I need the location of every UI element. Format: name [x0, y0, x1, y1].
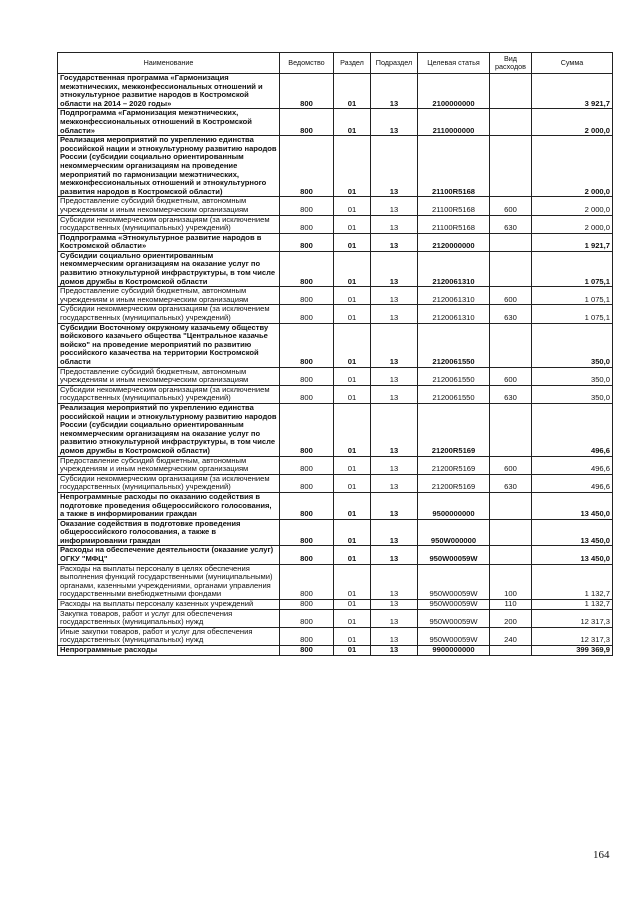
cell-name: Реализация мероприятий по укреплению единства российской нации и этнокультурному развитию народов России (субсидии социально ориентированным некоммерческим организациям на проведение мероприятий по гармонизации межэтнических, межконфессиональных отношений и этнокультурного развития народов в Костромской области) — [58, 136, 280, 197]
cell-subsection: 13 — [371, 136, 418, 197]
cell-amount: 2 000,0 — [532, 136, 613, 197]
cell-department: 800 — [280, 385, 334, 403]
cell-expense-type — [490, 136, 532, 197]
cell-section: 01 — [334, 600, 371, 610]
cell-name: Расходы на обеспечение деятельности (оказание услуг) ОГКУ "МФЦ" — [58, 546, 280, 564]
cell-subsection: 13 — [371, 385, 418, 403]
cell-subsection: 13 — [371, 546, 418, 564]
cell-department: 800 — [280, 109, 334, 136]
cell-amount: 13 450,0 — [532, 492, 613, 519]
cell-amount: 496,6 — [532, 403, 613, 456]
cell-amount: 2 000,0 — [532, 197, 613, 215]
table-row — [58, 305, 613, 323]
cell-department: 800 — [280, 136, 334, 197]
cell-expense-type: 600 — [490, 456, 532, 474]
cell-name: Непрограммные расходы — [58, 646, 280, 656]
cell-subsection: 13 — [371, 600, 418, 610]
page-number: 164 — [593, 849, 610, 861]
cell-target-article: 9900000000 — [418, 646, 490, 656]
cell-name: Субсидии Восточному окружному казачьему обществу войскового казачьего общества "Центральное казачье войско" на проведение мероприятий по развитию российского казачества на территории Костромской области — [58, 323, 280, 367]
cell-target-article: 950W000000 — [418, 519, 490, 546]
cell-amount: 12 317,3 — [532, 609, 613, 627]
cell-expense-type — [490, 251, 532, 286]
header-section: Раздел — [334, 53, 371, 74]
cell-department: 800 — [280, 74, 334, 109]
cell-amount: 1 921,7 — [532, 233, 613, 251]
table-row — [58, 197, 613, 215]
cell-department: 800 — [280, 287, 334, 305]
cell-amount: 13 450,0 — [532, 546, 613, 564]
cell-target-article: 950W00059W — [418, 600, 490, 610]
cell-section: 01 — [334, 609, 371, 627]
table-row — [58, 287, 613, 305]
cell-amount: 496,6 — [532, 456, 613, 474]
table-row — [58, 456, 613, 474]
cell-section: 01 — [334, 136, 371, 197]
cell-amount: 350,0 — [532, 385, 613, 403]
cell-amount: 1 075,1 — [532, 287, 613, 305]
cell-expense-type — [490, 403, 532, 456]
cell-section: 01 — [334, 519, 371, 546]
table-row — [58, 385, 613, 403]
cell-expense-type — [490, 519, 532, 546]
cell-expense-type — [490, 109, 532, 136]
cell-section: 01 — [334, 323, 371, 367]
cell-section: 01 — [334, 197, 371, 215]
cell-subsection: 13 — [371, 627, 418, 645]
table-row — [58, 403, 613, 456]
cell-amount: 496,6 — [532, 474, 613, 492]
cell-target-article: 2110000000 — [418, 109, 490, 136]
cell-name: Предоставление субсидий бюджетным, автономным учреждениям и иным некоммерческим организациям — [58, 367, 280, 385]
cell-name: Иные закупки товаров, работ и услуг для обеспечения государственных (муниципальных) нужд — [58, 627, 280, 645]
cell-amount: 1 075,1 — [532, 251, 613, 286]
cell-section: 01 — [334, 367, 371, 385]
cell-name: Оказание содействия в подготовке проведения общероссийского голосования, а также в информировании граждан — [58, 519, 280, 546]
cell-target-article: 2120061550 — [418, 385, 490, 403]
cell-amount: 350,0 — [532, 323, 613, 367]
cell-target-article: 2120061550 — [418, 367, 490, 385]
table-row — [58, 109, 613, 136]
cell-expense-type — [490, 233, 532, 251]
cell-section: 01 — [334, 564, 371, 599]
cell-subsection: 13 — [371, 233, 418, 251]
cell-section: 01 — [334, 305, 371, 323]
cell-department: 800 — [280, 367, 334, 385]
table-row — [58, 251, 613, 286]
cell-department: 800 — [280, 519, 334, 546]
cell-subsection: 13 — [371, 609, 418, 627]
cell-section: 01 — [334, 492, 371, 519]
cell-subsection: 13 — [371, 323, 418, 367]
cell-section: 01 — [334, 627, 371, 645]
cell-name: Предоставление субсидий бюджетным, автономным учреждениям и иным некоммерческим организациям — [58, 456, 280, 474]
cell-expense-type: 200 — [490, 609, 532, 627]
cell-department: 800 — [280, 646, 334, 656]
table-row — [58, 215, 613, 233]
cell-subsection: 13 — [371, 474, 418, 492]
cell-expense-type — [490, 492, 532, 519]
cell-target-article: 21200R5169 — [418, 456, 490, 474]
table-header-row — [58, 53, 613, 74]
cell-name: Расходы на выплаты персоналу казенных учреждений — [58, 600, 280, 610]
cell-section: 01 — [334, 456, 371, 474]
cell-subsection: 13 — [371, 403, 418, 456]
cell-department: 800 — [280, 215, 334, 233]
table-row — [58, 519, 613, 546]
table-row — [58, 627, 613, 645]
cell-department: 800 — [280, 305, 334, 323]
cell-target-article: 9500000000 — [418, 492, 490, 519]
header-expense-type: Вид расходов — [490, 53, 532, 74]
cell-expense-type: 630 — [490, 385, 532, 403]
cell-subsection: 13 — [371, 287, 418, 305]
cell-section: 01 — [334, 287, 371, 305]
cell-expense-type: 110 — [490, 600, 532, 610]
cell-target-article: 21100R5168 — [418, 215, 490, 233]
cell-subsection: 13 — [371, 74, 418, 109]
cell-target-article: 21100R5168 — [418, 197, 490, 215]
cell-name: Субсидии социально ориентированным некоммерческим организациям на оказание услуг по развитию этнокультурной инфраструктуры, в том числе домов дружбы в Костромской области — [58, 251, 280, 286]
header-name: Наименование — [58, 53, 280, 74]
header-target-article: Целевая статья — [418, 53, 490, 74]
cell-amount: 2 000,0 — [532, 215, 613, 233]
cell-amount: 1 132,7 — [532, 564, 613, 599]
table-row — [58, 646, 613, 656]
cell-target-article: 950W00059W — [418, 546, 490, 564]
cell-target-article: 21200R5169 — [418, 474, 490, 492]
cell-department: 800 — [280, 546, 334, 564]
cell-subsection: 13 — [371, 215, 418, 233]
table-row — [58, 74, 613, 109]
cell-amount: 1 132,7 — [532, 600, 613, 610]
cell-amount: 13 450,0 — [532, 519, 613, 546]
cell-expense-type — [490, 323, 532, 367]
table-row — [58, 600, 613, 610]
cell-section: 01 — [334, 251, 371, 286]
cell-target-article: 21100R5168 — [418, 136, 490, 197]
cell-target-article: 21200R5169 — [418, 403, 490, 456]
cell-department: 800 — [280, 251, 334, 286]
table-row — [58, 546, 613, 564]
cell-subsection: 13 — [371, 109, 418, 136]
cell-department: 800 — [280, 564, 334, 599]
table-row — [58, 609, 613, 627]
cell-expense-type: 630 — [490, 305, 532, 323]
cell-section: 01 — [334, 546, 371, 564]
cell-subsection: 13 — [371, 367, 418, 385]
cell-name: Субсидии некоммерческим организациям (за исключением государственных (муниципальных) учреждений) — [58, 215, 280, 233]
cell-section: 01 — [334, 646, 371, 656]
cell-target-article: 950W00059W — [418, 564, 490, 599]
cell-expense-type: 100 — [490, 564, 532, 599]
cell-section: 01 — [334, 74, 371, 109]
cell-target-article: 2120000000 — [418, 233, 490, 251]
cell-target-article: 2120061310 — [418, 305, 490, 323]
cell-expense-type: 240 — [490, 627, 532, 645]
cell-department: 800 — [280, 403, 334, 456]
cell-expense-type: 600 — [490, 197, 532, 215]
cell-section: 01 — [334, 385, 371, 403]
cell-amount: 1 075,1 — [532, 305, 613, 323]
cell-expense-type: 600 — [490, 367, 532, 385]
cell-subsection: 13 — [371, 492, 418, 519]
cell-subsection: 13 — [371, 519, 418, 546]
cell-section: 01 — [334, 403, 371, 456]
table-row — [58, 323, 613, 367]
table-row — [58, 474, 613, 492]
cell-subsection: 13 — [371, 456, 418, 474]
table-row — [58, 233, 613, 251]
cell-expense-type: 630 — [490, 474, 532, 492]
cell-section: 01 — [334, 109, 371, 136]
cell-name: Государственная программа «Гармонизация межэтнических, межконфессиональных отношений и этнокультурное развитие народов в Костромской области на 2014 – 2020 годы» — [58, 74, 280, 109]
cell-target-article: 2100000000 — [418, 74, 490, 109]
cell-amount: 399 369,9 — [532, 646, 613, 656]
cell-department: 800 — [280, 456, 334, 474]
cell-section: 01 — [334, 233, 371, 251]
cell-name: Субсидии некоммерческим организациям (за исключением государственных (муниципальных) учреждений) — [58, 385, 280, 403]
cell-expense-type — [490, 546, 532, 564]
cell-name: Непрограммные расходы по оказанию содействия в подготовке проведения общероссийского голосования, а также в информировании граждан — [58, 492, 280, 519]
table-row — [58, 564, 613, 599]
cell-subsection: 13 — [371, 564, 418, 599]
cell-target-article: 2120061550 — [418, 323, 490, 367]
table-row — [58, 492, 613, 519]
cell-department: 800 — [280, 233, 334, 251]
cell-subsection: 13 — [371, 197, 418, 215]
cell-section: 01 — [334, 474, 371, 492]
cell-name: Субсидии некоммерческим организациям (за исключением государственных (муниципальных) учреждений) — [58, 305, 280, 323]
cell-expense-type: 630 — [490, 215, 532, 233]
cell-name: Предоставление субсидий бюджетным, автономным учреждениям и иным некоммерческим организациям — [58, 287, 280, 305]
cell-name: Реализация мероприятий по укреплению единства российской нации и этнокультурному развитию народов России (субсидии социально ориентированным некоммерческим организациям на оказание услуг по развитию этнокультурной инфраструктуры, в том числе домов дружбы в Костромской области) — [58, 403, 280, 456]
cell-expense-type: 600 — [490, 287, 532, 305]
cell-department: 800 — [280, 609, 334, 627]
budget-table — [57, 52, 613, 656]
cell-name: Расходы на выплаты персоналу в целях обеспечения выполнения функций государственными (муниципальными) органами, казенными учреждениями, органами управления государственными внебюджетными фондами — [58, 564, 280, 599]
cell-amount: 12 317,3 — [532, 627, 613, 645]
cell-target-article: 950W00059W — [418, 627, 490, 645]
cell-name: Предоставление субсидий бюджетным, автономным учреждениям и иным некоммерческим организациям — [58, 197, 280, 215]
cell-subsection: 13 — [371, 305, 418, 323]
cell-department: 800 — [280, 197, 334, 215]
cell-amount: 2 000,0 — [532, 109, 613, 136]
table-row — [58, 136, 613, 197]
cell-target-article: 950W00059W — [418, 609, 490, 627]
cell-department: 800 — [280, 474, 334, 492]
cell-department: 800 — [280, 323, 334, 367]
cell-department: 800 — [280, 492, 334, 519]
cell-expense-type — [490, 74, 532, 109]
cell-name: Подпрограмма «Гармонизация межэтнических, межконфессиональных отношений в Костромской области» — [58, 109, 280, 136]
cell-subsection: 13 — [371, 251, 418, 286]
cell-target-article: 2120061310 — [418, 287, 490, 305]
header-subsection: Подраздел — [371, 53, 418, 74]
header-amount: Сумма — [532, 53, 613, 74]
cell-department: 800 — [280, 600, 334, 610]
cell-name: Субсидии некоммерческим организациям (за исключением государственных (муниципальных) учреждений) — [58, 474, 280, 492]
table-row — [58, 367, 613, 385]
cell-amount: 3 921,7 — [532, 74, 613, 109]
header-department: Ведомство — [280, 53, 334, 74]
cell-name: Подпрограмма «Этнокультурное развитие народов в Костромской области» — [58, 233, 280, 251]
cell-amount: 350,0 — [532, 367, 613, 385]
cell-subsection: 13 — [371, 646, 418, 656]
cell-expense-type — [490, 646, 532, 656]
cell-department: 800 — [280, 627, 334, 645]
cell-section: 01 — [334, 215, 371, 233]
cell-target-article: 2120061310 — [418, 251, 490, 286]
cell-name: Закупка товаров, работ и услуг для обеспечения государственных (муниципальных) нужд — [58, 609, 280, 627]
